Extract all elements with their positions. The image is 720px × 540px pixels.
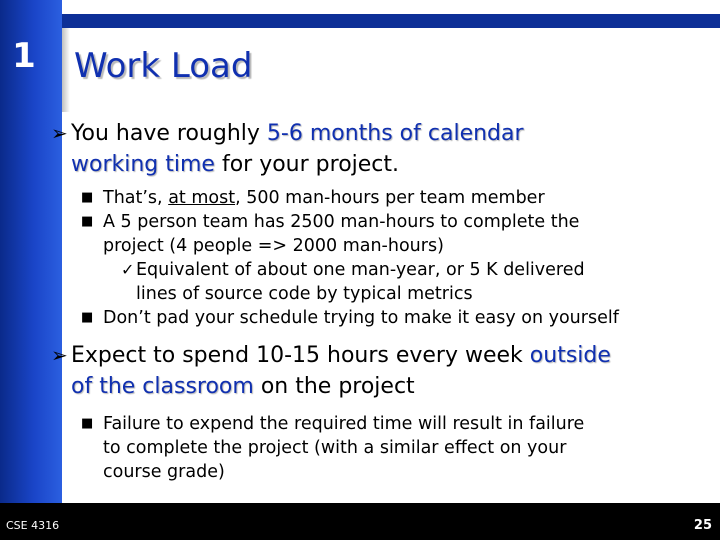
- bullet-workload-time: [51, 118, 715, 180]
- checkmark-bullet-icon: ✓: [121, 260, 135, 279]
- bullet-expect-hours: [51, 340, 715, 402]
- square-bullet-icon: ■: [81, 416, 94, 431]
- square-bullet-icon: ■: [81, 190, 94, 205]
- highlight-months: 5-6 months of calendar: [266, 121, 524, 146]
- bullet-text-post: on the project: [253, 374, 415, 399]
- sub-bullet-dont-pad: [81, 306, 715, 330]
- sub-bullet-at-most: [81, 186, 715, 210]
- highlight-classroom: of the classroom: [71, 374, 254, 399]
- slide-number: 1: [12, 36, 36, 76]
- slide-title: Work Load: [74, 46, 253, 86]
- slide-content: [51, 118, 715, 484]
- sub-bullet-text: Don’t pad your schedule trying to make it easy on yourself: [103, 308, 619, 328]
- arrow-bullet-icon: ➢: [51, 121, 68, 145]
- highlight-outside: outside: [529, 343, 611, 368]
- sub-bullet-line-2: to complete the project (with a similar effect on your: [103, 438, 567, 458]
- bullet-text-pre: You have roughly: [71, 121, 267, 146]
- sub-bullet-text-pre: That’s,: [103, 188, 169, 208]
- sub-sub-bullet-line-2: lines of source code by typical metrics: [136, 284, 473, 304]
- sub-sub-bullet-line-1: Equivalent of about one man-year, or 5 K delivered: [136, 260, 585, 280]
- slide-top-bar: [62, 14, 720, 28]
- title-band-shadow: [62, 28, 70, 112]
- sub-bullet-line-2: project (4 people => 2000 man-hours): [103, 236, 444, 256]
- slide-footer: [0, 503, 720, 540]
- page-number: 25: [693, 518, 712, 533]
- sub-sub-bullet-equivalent: [121, 258, 715, 306]
- course-code: CSE 4316: [6, 519, 60, 532]
- square-bullet-icon: ■: [81, 214, 94, 229]
- sub-bullet-line-1: Failure to expend the required time will result in failure: [103, 414, 585, 434]
- sub-bullet-failure: [81, 412, 715, 484]
- sub-bullet-team-hours: [81, 210, 715, 258]
- sub-bullet-line-3: course grade): [103, 462, 225, 482]
- bullet-text-pre: Expect to spend 10-15 hours every week: [71, 343, 530, 368]
- highlight-working-time: working time: [71, 152, 215, 177]
- square-bullet-icon: ■: [81, 310, 94, 325]
- sub-bullet-line-1: A 5 person team has 2500 man-hours to complete the: [103, 212, 580, 232]
- arrow-bullet-icon: ➢: [51, 343, 68, 367]
- bullet-text-post: for your project.: [214, 152, 400, 177]
- sub-bullet-text-post: , 500 man-hours per team member: [235, 188, 545, 208]
- slide-side-bar: [0, 0, 62, 540]
- underlined-at-most: at most: [168, 188, 236, 208]
